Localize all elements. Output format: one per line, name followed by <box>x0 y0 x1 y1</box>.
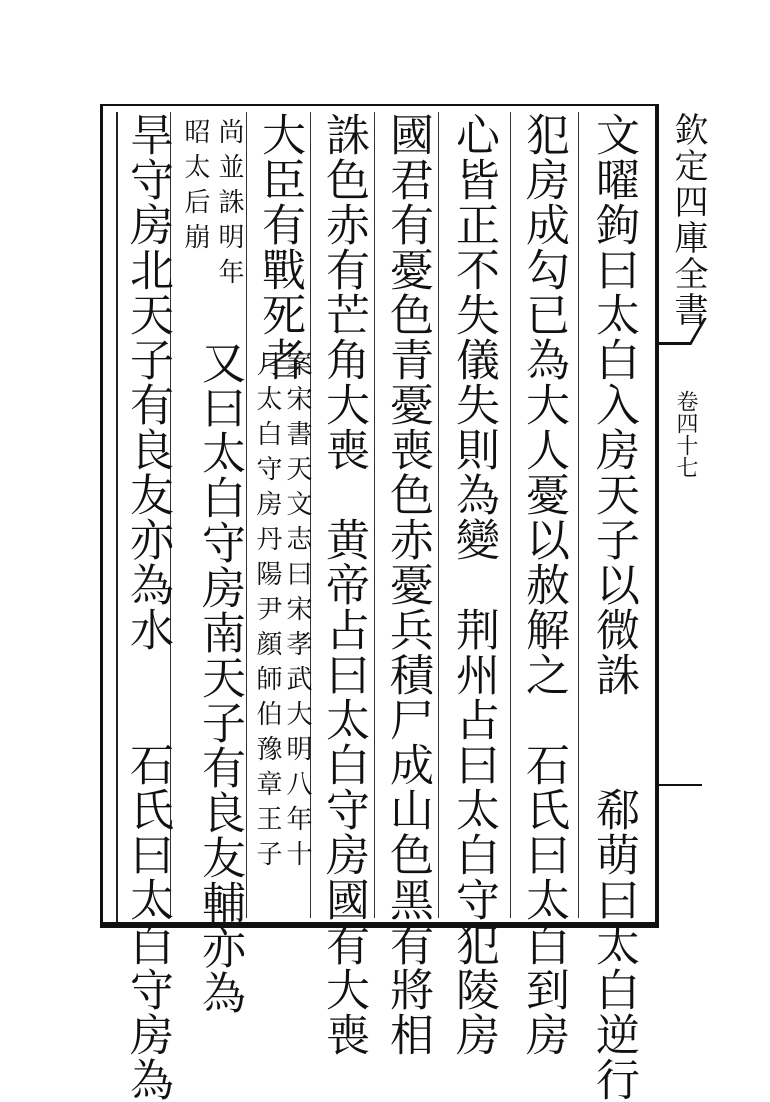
annotation-column-4: 昭太后崩 <box>180 118 210 258</box>
page-border-inner <box>116 112 118 922</box>
margin-tick <box>658 784 702 786</box>
text-column-8: 旱守房北天子有良友亦為水 石氏曰太白守房為 <box>122 112 173 1102</box>
column-rule <box>246 112 247 918</box>
text-column-2: 犯房成勾已為大人憂以赦解之 石氏曰太白到房 <box>518 112 569 1057</box>
text-column-7: 又曰太白守房南天子有良友輔亦為 <box>194 340 245 1015</box>
column-rule <box>438 112 439 918</box>
text-column-1: 文曜鉤曰太白入房天子以微誅 郗萌曰太白逆行 <box>588 112 639 1102</box>
annotation-column-1: 案宋書天文志曰宋孝武大明八年十 <box>282 350 312 875</box>
text-column-4: 國君有憂色青憂喪色赤憂兵積尸成山色黑有將相 <box>382 112 433 1057</box>
text-column-3: 心皆正不失儀失則為變 荆州占曰太白守犯陵房 <box>448 112 499 1057</box>
annotation-column-2: 月太白守房丹陽尹顔師伯豫章王子 <box>252 350 282 875</box>
annotation-column-3: 尚並誅明年 <box>214 118 244 293</box>
margin-volume: 卷四十七 <box>673 390 698 478</box>
text-column-5: 誅色赤有芒角大喪 黄帝占曰太白守房國有大喪 <box>318 112 369 1057</box>
column-rule <box>578 112 579 918</box>
margin-title: 欽定四庫全書 <box>668 112 708 328</box>
column-rule <box>510 112 511 918</box>
text-column-6: 大臣有戰死者 <box>254 112 305 382</box>
column-rule <box>374 112 375 918</box>
